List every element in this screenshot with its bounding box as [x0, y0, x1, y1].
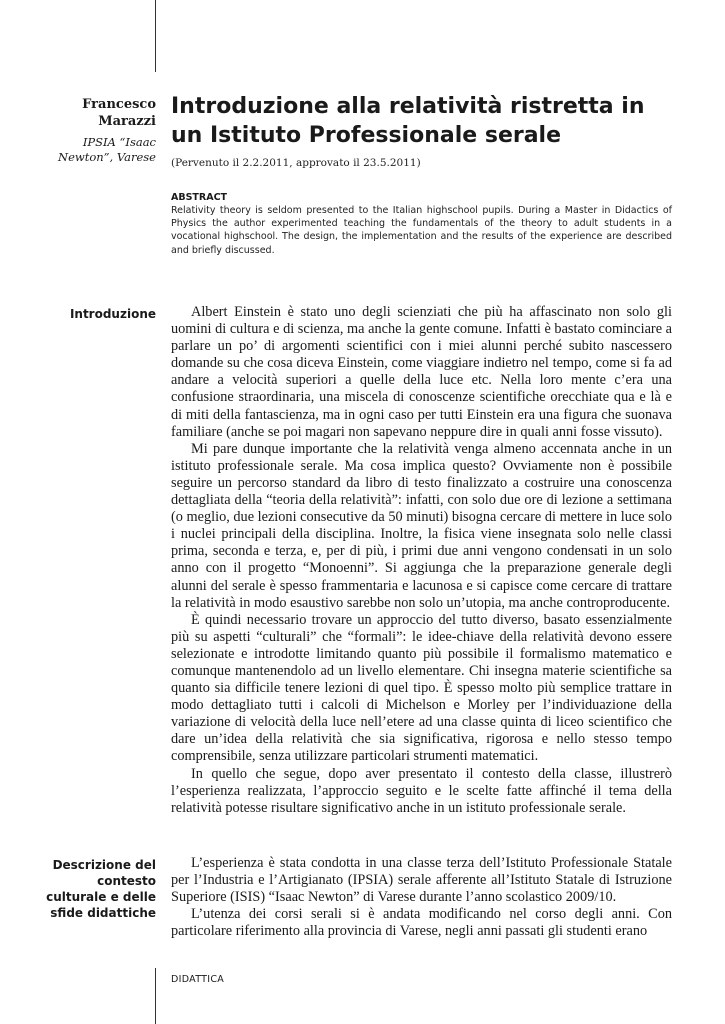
vertical-rule-bottom — [155, 968, 156, 1024]
paragraph: Albert Einstein è stato uno degli scienziati che più ha affascinato non solo gli uomini di cultura e di scienza, ma anche la gente comune. Infatti è bastato cominciare a parlare un po’ di argomenti scientifici con i miei alunni perché subito nascessero domande su che cosa diceva Einstein, come viaggiare indietro nel tempo, come si fa ad andare a velocità superiori a quelle della luce etc. Nella loro mente c’era una confusione straordinaria, una miscela di conoscenze scientifiche orecchiate qua e là e di miti della fantascienza, ma in ogni caso per tutti Einstein era una figura che suonava familiare (anche se poi magari non sapevano neppure dire in quali anni fosse vissuto). — [171, 304, 672, 440]
paragraph: Mi pare dunque importante che la relatività venga almeno accennata anche in un istituto professionale serale. Ma cosa implica questo? Ovviamente non è possibile seguire un percorso standard da libro di testo finalizzato a costruire una conoscenza dettagliata della “teoria della relatività”: infatti, con solo due ore di lezione a settimana (o meglio, due lezioni consecutive da 50 minuti) bisogna cercare di mettere in luce solo i nuclei principali della disciplina. Inoltre, la fisica viene insegnata solo nelle classi prima, seconda e terza, e, per di più, i primi due anni vengono condensati in un solo anno con il progetto “Monoenni”. Si aggiunga che la preparazione generale degli alunni del serale è spesso frammentaria e lacunosa e si capisce come cercare di trattare la relatività in modo esaustivo sarebbe non solo un’utopia, ma anche controproducente. — [171, 440, 672, 611]
paragraph: L’esperienza è stata condotta in una classe terza dell’Istituto Professionale Statale per l’Industria e l’Artigianato (IPSIA) serale afferente all’Istituto Statale di Istruzione Superiore (ISIS) “Isaac Newton” di Varese durante l’anno scolastico 2009/10. — [171, 855, 672, 906]
paragraph: L’utenza dei corsi serali si è andata modificando nel corso degli anni. Con particolare riferimento alla provincia di Varese, negli anni passati gli studenti erano — [171, 906, 672, 940]
author-affiliation: IPSIA “Isaac Newton”, Varese — [58, 135, 156, 164]
paragraph: In quello che segue, dopo aver presentato il contesto della classe, illustrerò l’esperienza realizzata, l’approccio seguito e le scelte fatte affinché il tema della relatività potesse risultare significativo anche in un istituto professionale serale. — [171, 765, 672, 816]
section-heading-introduzione: Introduzione — [69, 307, 156, 321]
author-block — [40, 96, 156, 165]
abstract-heading: ABSTRACT — [171, 192, 228, 203]
author-last-name: Marazzi — [98, 114, 156, 129]
section-introduzione — [171, 304, 672, 817]
section-heading-contesto: Descrizione del contesto culturale e delle sfide didattiche — [46, 858, 156, 920]
abstract-text: Relativity theory is seldom presented to the Italian highschool pupils. During a Master in Didactics of Physics the author experimented teaching the fundamentals of the theory to adult students in a vocational highschool. The design, the implementation and the results of the experience are described and briefly discussed. — [171, 205, 672, 256]
section-contesto — [171, 855, 672, 940]
author-first-name: Francesco — [82, 97, 156, 112]
vertical-rule-top — [155, 0, 156, 72]
article-title: Introduzione alla relatività ristretta in un Istituto Professionale serale — [171, 94, 645, 148]
abstract — [171, 191, 672, 257]
received-dates: (Pervenuto il 2.2.2011, approvato il 23.5.2011) — [171, 157, 421, 169]
paragraph: È quindi necessario trovare un approccio del tutto diverso, basato essenzialmente più su aspetti “culturali” che “formali”: le idee-chiave della relatività devono essere selezionate e introdotte limitando quanto più possibile il formalismo matematico e comunque mantenendolo ad un livello elementare. Chi insegna materie scientifiche sa quanto sia difficile tenere lezioni di quel tipo. È spesso molto più semplice trattare in modo dettagliato tutti i calcoli di Michelson e Morley per l’individuazione della variazione di velocità della luce nell’etere ad una classe quinta di liceo scientifico che dare un’idea della relatività che sia significativa, rigorosa e nello stesso tempo comprensibile, senza utilizzare particolari strumenti matematici. — [171, 611, 672, 765]
footer-section-label: DIDATTICA — [171, 974, 225, 985]
